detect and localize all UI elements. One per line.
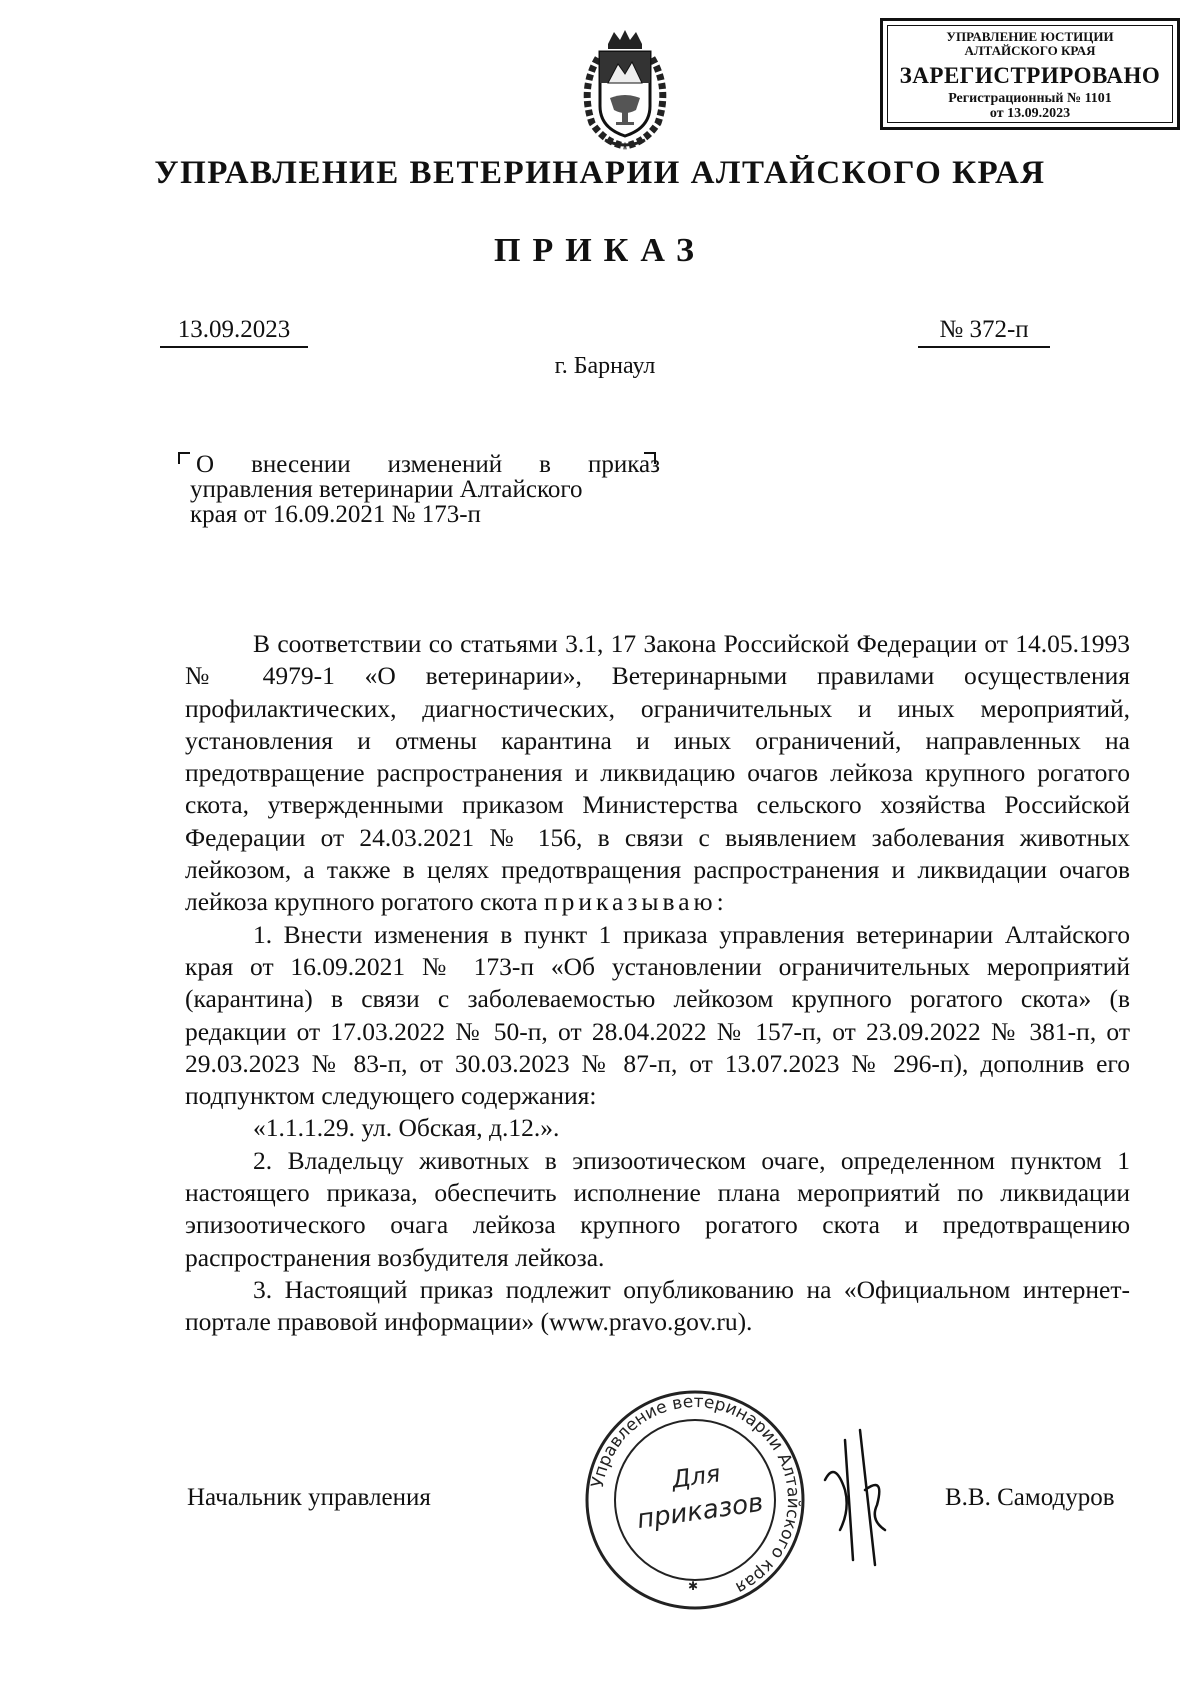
registration-number: Регистрационный № 1101 [948,91,1112,106]
registration-stamp [880,18,1180,130]
order-date: 13.09.2023 [160,314,308,348]
order-body [185,628,1130,1339]
subject-line-1: О внесении изменений в приказ [196,451,660,478]
subject-left-corner-mark [178,452,190,464]
registration-stamp-authority: УПРАВЛЕНИЕ ЮСТИЦИИ [946,29,1114,44]
item-1-paragraph: 1. Внести изменения в пункт 1 приказа управления ветеринарии Алтайского края от 16.09.2021 № 173-п «Об установлении ограничительных мероприятий (карантина) в связи с заболеваемостью лейкозом крупного рогатого скота» (в редакции от 17.03.2022 № 50-п, от 28.04.2022 № 157-п, от 23.09.2022 № 381-п, от 29.03.2023 № 83-п, от 30.03.2023 № 87-п, от 13.07.2023 № 296-п), дополнив его подпунктом следующего содержания: [185,919,1130,1111]
order-number: № 372-п [918,314,1050,348]
subject-line-2: управления ветеринарии Алтайского [190,476,583,503]
seal-center-line-1: Для [670,1459,723,1494]
item-2-paragraph: 2. Владельцу животных в эпизоотическом очаге, определенном пунктом 1 настоящего приказа, обеспечить исполнение плана мероприятий по ликвидации эпизоотического очага лейкоза крупного рогатого скота и предотвращению распространения возбудителя лейкоза. [185,1145,1130,1272]
handwritten-signature [815,1420,905,1570]
seal-center-line-2: приказов [635,1487,766,1536]
order-subject [190,452,660,527]
official-seal [580,1385,810,1615]
preamble-text: В соответствии со статьями 3.1, 17 Закона Российской Федерации от 14.05.1993 № 4979-1 «О ветеринарии», Ветеринарными правилами осуществления профилактических, диагностических, ограничительных и иных мероприятий, установления и отмены карантина и иных ограничений, направленных на предотвращение распространения и ликвидацию очагов лейкоза крупного рогатого скота, утвержденными приказом Министерства сельского хозяйства Российской Федерации от 24.03.2021 № 156, в связи с выявлением заболевания животных лейкозом, а также в целях предотвращения распространения и ликвидации очагов лейкоза крупного рогатого скота [185,629,1130,917]
registration-stamp-status: ЗАРЕГИСТРИРОВАНО [899,63,1161,88]
organization-title: УПРАВЛЕНИЕ ВЕТЕРИНАРИИ АЛТАЙСКОГО КРАЯ [154,155,1046,191]
signatory-name: В.В. Самодуров [945,1484,1115,1511]
seal-ring-text: Управление ветеринарии Алтайского края [587,1391,804,1598]
subject-line-3: края от 16.09.2021 № 173-п [190,501,481,528]
document-type-title: ПРИКАЗ [494,232,706,269]
seal-star-icon: ✱ [688,1579,699,1593]
preamble-paragraph [185,628,1130,919]
item-1-quote: «1.1.1.29. ул. Обская, д.12.». [253,1113,560,1143]
item-3-paragraph: 3. Настоящий приказ подлежит опубликованию на «Официальном интернет-портале правовой информации» (www.pravo.gov.ru). [185,1274,1130,1337]
registration-stamp-inner-frame [887,25,1173,123]
registration-date: от 13.09.2023 [989,106,1071,121]
signatory-position: Начальник управления [187,1484,431,1511]
registration-stamp-region: АЛТАЙСКОГО КРАЯ [964,43,1096,58]
city: г. Барнаул [554,353,656,379]
order-word: приказываю: [543,887,728,917]
coat-of-arms-icon [570,28,680,153]
